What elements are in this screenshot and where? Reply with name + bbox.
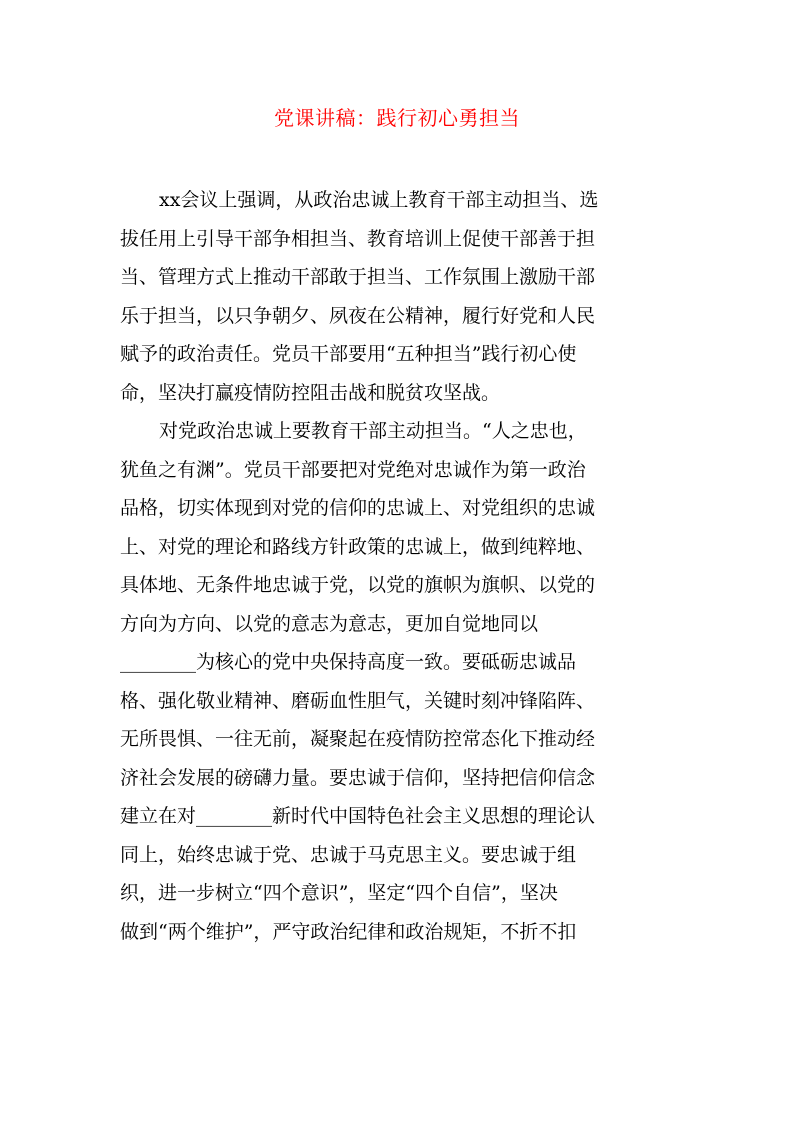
paragraph-line: 无所畏惧、一往无前，凝聚起在疫情防控常态化下推动经 (120, 728, 596, 750)
paragraph-line: 品格，切实体现到对党的信仰的忠诚上、对党组织的忠诚 (120, 497, 596, 519)
document-body (120, 181, 652, 951)
paragraph-line: 做到“两个维护”，严守政治纪律和政治规矩，不折不扣 (120, 920, 577, 943)
paragraph-line: 建立在对________新时代中国特色社会主义思想的理论认 (120, 805, 596, 827)
paragraph-line: 上、对党的理论和路线方针政策的忠诚上，做到纯粹地、 (120, 535, 596, 558)
paragraph-2 (120, 412, 652, 951)
paragraph-line: 犹鱼之有渊”。党员干部要把对党绝对忠诚作为第一政治 (120, 458, 586, 481)
paragraph-line: xx会议上强调，从政治忠诚上教育干部主动担当、选 (159, 189, 599, 211)
paragraph-line: 同上，始终忠诚于党、忠诚于马克思主义。要忠诚于组 (120, 843, 577, 866)
document-title: 党课讲稿：践行初心勇担当 (274, 106, 520, 130)
paragraph-line: 命，坚决打赢疫情防控阻击战和脱贫攻坚战。 (120, 381, 501, 404)
paragraph-line: 赋予的政治责任。党员干部要用“五种担当”践行初心使 (120, 343, 577, 365)
paragraph-1 (120, 181, 652, 412)
paragraph-line: 具体地、无条件地忠诚于党，以党的旗帜为旗帜、以党的 (120, 574, 596, 596)
paragraph-line: 对党政治忠诚上要教育干部主动担当。“人之忠也， (159, 420, 587, 442)
paragraph-line: 格、强化敬业精神、磨砺血性胆气，关键时刻冲锋陷阵、 (120, 689, 596, 712)
paragraph-line: 当、管理方式上推动干部敢于担当、工作氛围上激励干部 (120, 266, 596, 288)
paragraph-line: 方向为方向、以党的意志为意志，更加自觉地同以 (120, 612, 539, 635)
paragraph-line: 拔任用上引导干部争相担当、教育培训上促使干部善于担 (120, 227, 596, 250)
paragraph-line: 织，进一步树立“四个意识”，坚定“四个自信”，坚决 (120, 882, 558, 904)
paragraph-line: ________为核心的党中央保持高度一致。要砥砺忠诚品 (120, 651, 577, 673)
paragraph-line: 乐于担当，以只争朝夕、夙夜在公精神，履行好党和人民 (120, 304, 596, 327)
paragraph-line: 济社会发展的磅礴力量。要忠诚于信仰，坚持把信仰信念 (120, 766, 596, 789)
